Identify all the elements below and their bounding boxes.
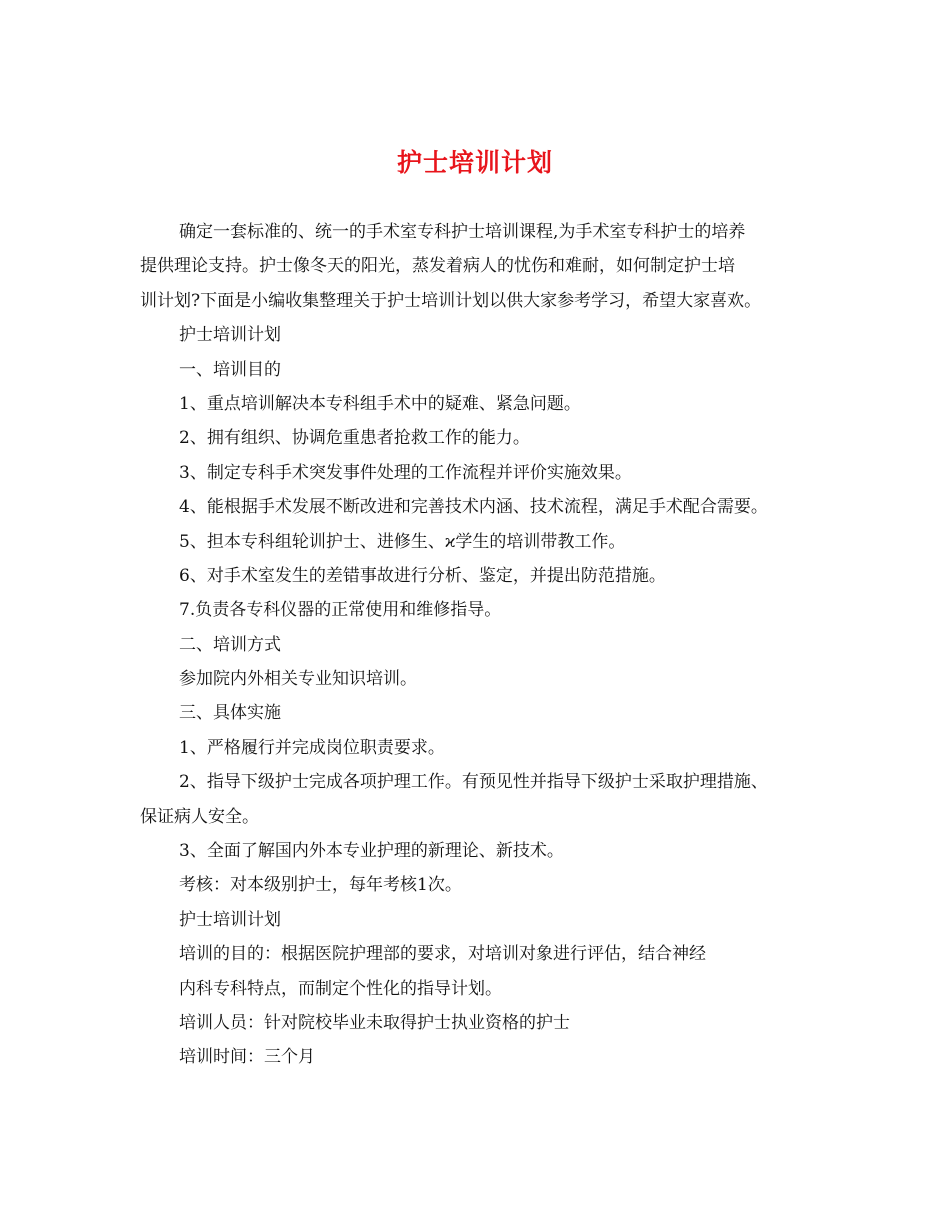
section-heading: 护士培训计划 [179, 325, 281, 346]
paragraph-line: 训计划?下面是小编收集整理关于护士培训计划以供大家参考学习，希望大家喜欢。 [140, 290, 762, 311]
paragraph-line: 参加院内外相关专业知识培训。 [179, 669, 417, 690]
list-item: 1、重点培训解决本专科组手术中的疑难、紧急问题。 [179, 393, 581, 414]
paragraph-line: 提供理论支持。护士像冬天的阳光，蒸发着病人的忧伤和难耐，如何制定护士培 [140, 256, 735, 277]
list-item: 2、拥有组织、协调危重患者抢救工作的能力。 [179, 428, 530, 449]
paragraph-line: 培训时间：三个月 [179, 1047, 315, 1068]
section-heading: 三、具体实施 [179, 703, 281, 724]
paragraph-line: 培训的目的：根据医院护理部的要求，对培训对象进行评估，结合神经 [179, 944, 706, 965]
paragraph-line: 培训人员：针对院校毕业未取得护士执业资格的护士 [179, 1012, 570, 1033]
document-body [140, 215, 816, 1075]
list-item: 3、制定专科手术突发事件处理的工作流程并评价实施效果。 [179, 462, 632, 483]
list-item: 4、能根据手术发展不断改进和完善技术内涵、技术流程，满足手术配合需要。 [179, 497, 768, 518]
list-item: 6、对手术室发生的差错事故进行分析、鉴定，并提出防范措施。 [179, 565, 666, 586]
section-heading: 二、培训方式 [179, 634, 281, 655]
list-item: 1、严格履行并完成岗位职责要求。 [179, 737, 445, 758]
list-item: 5、担本专科组轮训护士、进修生、ϰ学生的培训带教工作。 [179, 531, 626, 552]
paragraph-line: 保证病人安全。 [140, 806, 259, 827]
list-item: 2、指导下级护士完成各项护理工作。有预见性并指导下级护士采取护理措施、 [179, 772, 768, 793]
document-title: 护士培训计划 [396, 148, 553, 177]
list-item: 7.负责各专科仪器的正常使用和维修指导。 [179, 600, 502, 621]
list-item: 3、全面了解国内外本专业护理的新理论、新技术。 [179, 841, 564, 862]
section-heading: 一、培训目的 [179, 359, 281, 380]
paragraph-line: 确定一套标准的、统一的手术室专科护士培训课程,为手术室专科护士的培养 [179, 222, 746, 242]
paragraph-line: 考核：对本级别护士，每年考核1次。 [179, 875, 462, 896]
section-heading: 护士培训计划 [179, 909, 281, 930]
paragraph-line: 内科专科特点，而制定个性化的指导计划。 [179, 978, 502, 999]
